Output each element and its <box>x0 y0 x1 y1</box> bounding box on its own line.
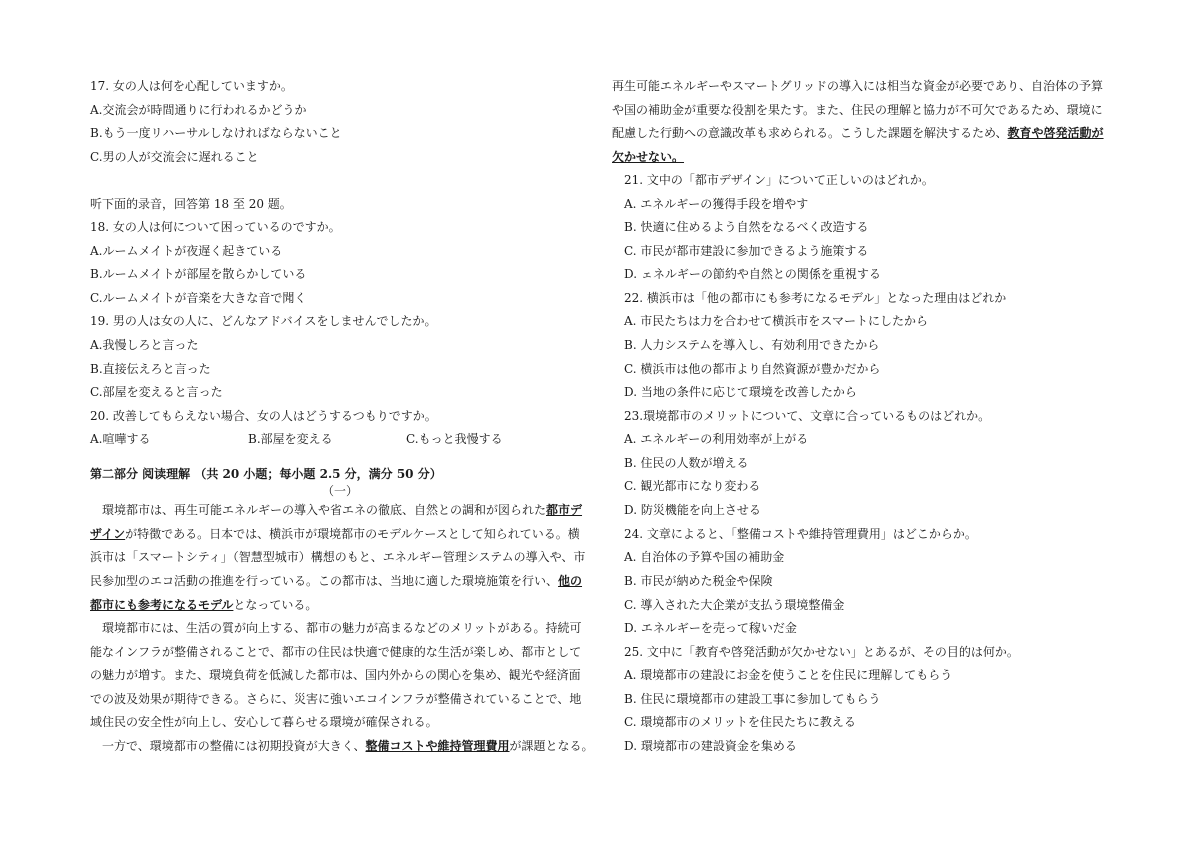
q17-option-c: C.男の人が交流会に遅れること <box>90 150 259 164</box>
q21-option-d: D. ェネルギーの節約や自然との関係を重視する <box>624 267 881 281</box>
q21-option-c: C. 市民が都市建設に参加できるよう施策する <box>624 244 869 258</box>
q23-option-b: B. 住民の人数が増える <box>624 456 749 470</box>
passage-p3-line1: 一方で、環境都市の整備には初期投資が大きく、整備コストや維持管理費用が課題となる。 <box>90 739 594 753</box>
passage-p2-line2: 能なインフラが整備されることで、都市の住民は快適で健康的な生活が楽しめ、都市として <box>90 645 582 659</box>
q20-option-c: C.もっと我慢する <box>406 432 503 446</box>
q24-stem: 24. 文章によると、「整備コストや維持管理費用」はどこからか。 <box>624 527 977 541</box>
passage-p1-line2: ザインが特徴である。日本では、横浜市が環境都市のモデルケースとして知られている。横 <box>90 527 580 541</box>
q22-option-c: C. 横浜市は他の都市より自然資源が豊かだから <box>624 362 881 376</box>
q22-stem: 22. 横浜市は「他の都市にも参考になるモデル」となった理由はどれか <box>624 291 1007 305</box>
listening-instruction: 听下面的录音，回答第 18 至 20 题。 <box>90 197 292 211</box>
q25-option-b: B. 住民に環境都市の建設工事に参加してもらう <box>624 692 881 706</box>
q22-option-b: B. 人力システムを導入し、有効利用できたから <box>624 338 880 352</box>
q18-option-b: B.ルームメイトが部屋を散らかしている <box>90 267 307 281</box>
passage-p3-line5: 欠かせない。 <box>612 150 685 164</box>
q24-option-d: D. エネルギーを売って稼いだ金 <box>624 621 797 635</box>
q18-stem: 18. 女の人は何について困っているのですか。 <box>90 220 341 234</box>
q24-option-b: B. 市民が納めた税金や保険 <box>624 574 773 588</box>
q24-option-c: C. 導入された大企業が支払う環境整備金 <box>624 598 845 612</box>
passage-p2-line3: の魅力が増す。また、環境負荷を低減した都市は、国内外からの関心を集め、観光や経済面 <box>90 668 581 682</box>
q21-option-a: A. エネルギーの獲得手段を増やす <box>624 197 809 211</box>
q22-option-a: A. 市民たちは力を合わせて横浜市をスマートにしたから <box>624 314 929 328</box>
q23-stem: 23.環境都市のメリットについて、文章に合っているものはどれか。 <box>624 409 991 423</box>
q19-option-c: C.部屋を変えると言った <box>90 385 223 399</box>
q25-option-c: C. 環境都市のメリットを住民たちに教える <box>624 715 856 729</box>
q23-option-d: D. 防災機能を向上させる <box>624 503 761 517</box>
underline-cost: 整備コストや維持管理費用 <box>365 739 510 753</box>
q25-stem: 25. 文中に「教育や啓発活動が欠かせない」とあるが、その目的は何か。 <box>624 645 1019 659</box>
q17-option-a: A.交流会が時間通りに行われるかどうか <box>90 103 307 117</box>
passage-p1-line5: 都市にも参考になるモデルとなっている。 <box>90 598 318 612</box>
passage-p3-line4: 配慮した行動への意識改革も求められる。こうした課題を解決するため、教育や啓発活動が <box>612 126 1104 140</box>
passage-p1-line3: 浜市は「スマートシティ」（智慧型城市）構想のもと、エネルギー管理システムの導入や、市 <box>90 550 586 564</box>
q22-option-d: D. 当地の条件に応じて環境を改善したから <box>624 385 857 399</box>
q17-stem: 17. 女の人は何を心配していますか。 <box>90 79 293 93</box>
q25-option-a: A. 環境都市の建設にお金を使うことを住民に理解してもらう <box>624 668 953 682</box>
q23-option-c: C. 観光都市になり変わる <box>624 479 761 493</box>
q24-option-a: A. 自治体の予算や国の補助金 <box>624 550 785 564</box>
q25-option-d: D. 環境都市の建設資金を集める <box>624 739 797 753</box>
q21-stem: 21. 文中の「都市デザイン」について正しいのはどれか。 <box>624 173 934 187</box>
q23-option-a: A. エネルギーの利用効率が上がる <box>624 432 809 446</box>
passage-p1-line1: 環境都市は、再生可能エネルギーの導入や省エネの徹底、自然との調和が図られた都市デ <box>90 503 583 517</box>
passage-p3-line2: 再生可能エネルギーやスマートグリッドの導入には相当な資金が必要であり、自治体の予算 <box>612 79 1104 93</box>
passage-p2-line1: 環境都市には、生活の質が向上する、都市の魅力が高まるなどのメリットがある。持続可 <box>90 621 582 635</box>
underline-model: 他の <box>558 574 583 588</box>
passage-p3-line3: や国の補助金が重要な役割を果たす。また、住民の理解と協力が不可欠であるため、環境に <box>612 103 1103 117</box>
q17-option-b: B.もう一度リハーサルしなければならないこと <box>90 126 342 140</box>
q18-option-a: A.ルームメイトが夜遅く起きている <box>90 244 283 258</box>
q18-option-c: C.ルームメイトが音楽を大きな音で聞く <box>90 291 307 305</box>
underline-toshi-design: 都市デ <box>546 503 583 517</box>
part-label: （一） <box>321 484 358 498</box>
q20-options <box>90 431 590 447</box>
passage-p2-line5: 域住民の安全性が向上し、安心して暮らせる環境が確保される。 <box>90 715 438 729</box>
q21-option-b: B. 快適に住めるよう自然をなるべく改造する <box>624 220 869 234</box>
section-title: 第二部分 阅读理解 （共 20 小题；每小题 2.5 分，满分 50 分） <box>90 467 442 481</box>
underline-education: 教育や啓発活動が <box>1007 126 1104 140</box>
q19-option-b: B.直接伝えろと言った <box>90 362 211 376</box>
passage-p1-line4: 民参加型のエコ活動の推進を行っている。この都市は、当地に適した環境施策を行い、他の <box>90 574 583 588</box>
q20-stem: 20. 改善してもらえない場合、女の人はどうするつもりですか。 <box>90 409 437 423</box>
q20-option-b: B.部屋を変える <box>248 432 333 446</box>
q20-option-a: A.喧嘩する <box>90 432 151 446</box>
passage-p2-line4: での波及効果が期待できる。さらに、災害に強いエコインフラが整備されていることで、地 <box>90 692 582 706</box>
q19-option-a: A.我慢しろと言った <box>90 338 199 352</box>
q19-stem: 19. 男の人は女の人に、どんなアドバイスをしませんでしたか。 <box>90 314 437 328</box>
